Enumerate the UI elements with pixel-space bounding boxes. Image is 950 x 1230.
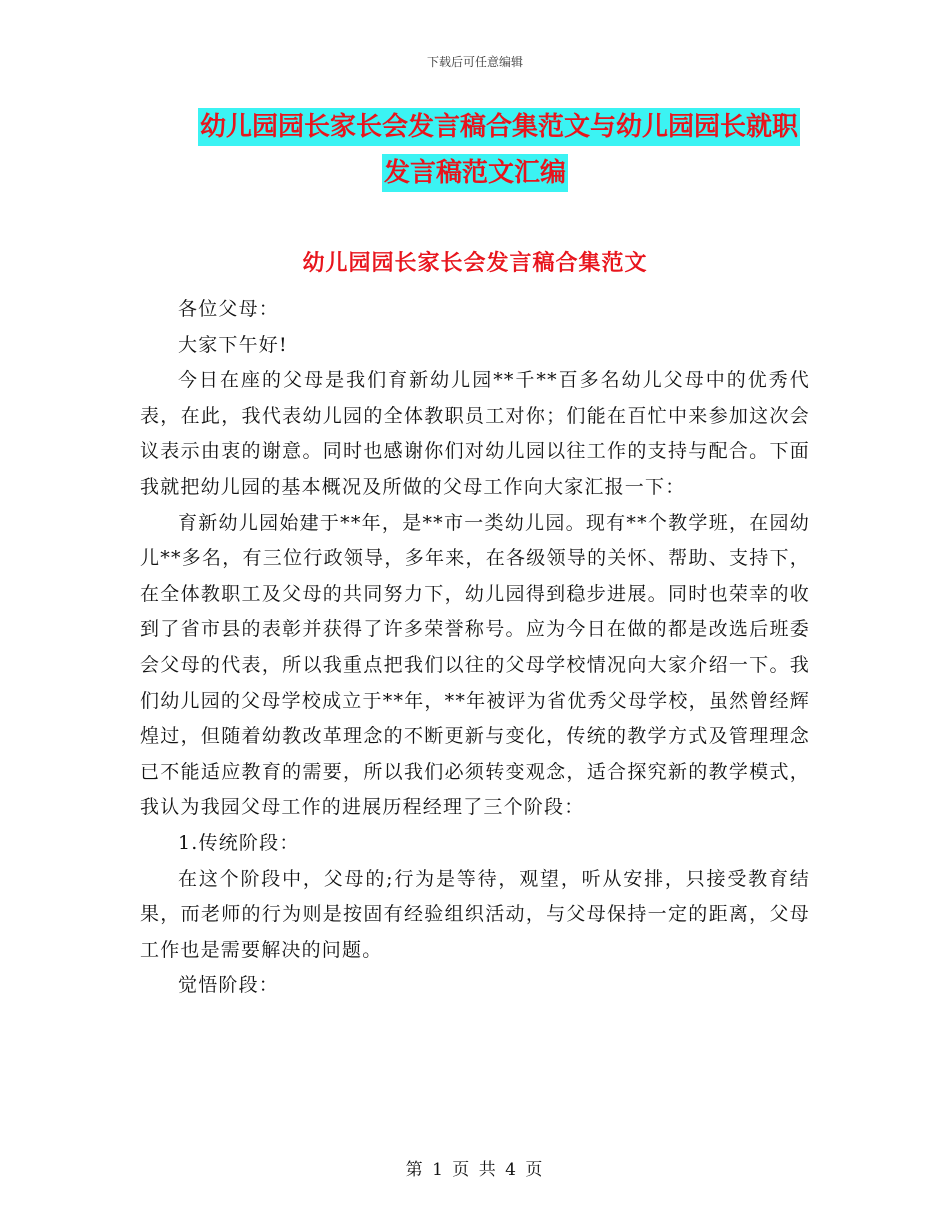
body-text	[140, 292, 810, 1004]
paragraph: 各位父母：	[178, 298, 280, 320]
header-note: 下载后可任意编辑	[426, 55, 523, 69]
paragraph: 育新幼儿园始建于**年，是**市一类幼儿园。现有**个教学班，在园幼儿**多名，有三位行政领导，多年来，在各级领导的关怀、帮助、支持下，在全体教职工及父母的共同努力下，幼儿园得到稳步进展。同时也荣幸的收到了省市县的表彰并获得了许多荣誉称号。应为今日在做的都是改选后班委会父母的代表，所以我重点把我们以往的父母学校情况向大家介绍一下。我们幼儿园的父母学校成立于**年，**年被评为省优秀父母学校，虽然曾经辉煌过，但随着幼教改革理念的不断更新与变化，传统的教学方式及管理理念已不能适应教育的需要，所以我们必须转变观念，适合探究新的教学模式，我认为我园父母工作的进展历程经理了三个阶段：	[140, 511, 810, 819]
section-subtitle: 幼儿园园长家长会发言稿合集范文	[302, 250, 648, 276]
document-title	[0, 108, 950, 192]
paragraph: 大家下午好!	[178, 333, 288, 356]
paragraph: 1.传统阶段：	[178, 831, 300, 854]
page-footer: 第 1 页 共 4 页	[405, 1160, 545, 1180]
paragraph: 觉悟阶段：	[178, 974, 280, 997]
paragraph: 今日在座的父母是我们育新幼儿园**千**百多名幼儿父母中的优秀代表，在此，我代表幼儿园的全体教职员工对你；们能在百忙中来参加这次会议表示由衷的谢意。同时也感谢你们对幼儿园以往工作的支持与配合。下面我就把幼儿园的基本概况及所做的父母工作向大家汇报一下：	[140, 369, 810, 498]
title-line-1: 幼儿园园长家长会发言稿合集范文与幼儿园园长就职	[198, 108, 800, 146]
title-line-2: 发言稿范文汇编	[382, 154, 568, 192]
paragraph: 在这个阶段中，父母的;行为是等待，观望，听从安排，只接受教育结果，而老师的行为则是按固有经验组织活动，与父母保持一定的距离，父母工作也是需要解决的问题。	[140, 867, 810, 961]
